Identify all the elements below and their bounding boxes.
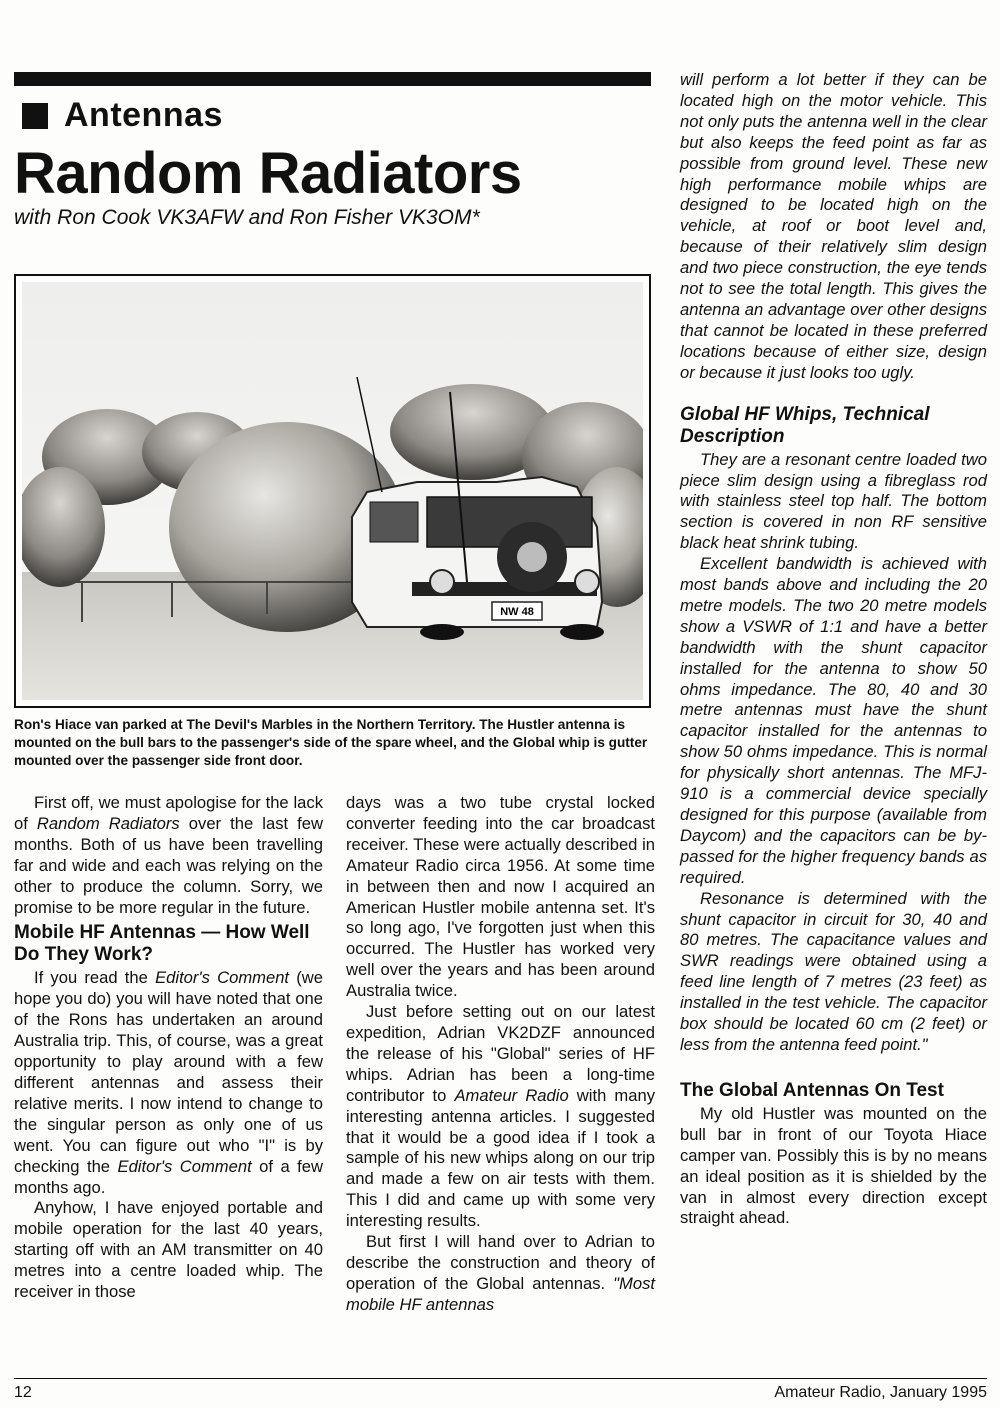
page-number: 12 <box>14 1384 32 1401</box>
paragraph <box>346 1002 655 1232</box>
paragraph: Resonance is determined with the shunt capacitor in circuit for 30, 40 and 80 metres. The capacitance values and SWR readings were obtained using a feed line length of 7 metres (23 feet) as installed in the test vehicle. The capacitor box should be located 60 cm (2 feet) or less from the antenna feed point." <box>680 888 987 1054</box>
article-title: Random Radiators <box>14 141 522 206</box>
section-heading <box>22 96 223 135</box>
byline: with Ron Cook VK3AFW and Ron Fisher VK3OM* <box>14 206 480 229</box>
header-rule <box>14 72 651 86</box>
text: with many interesting antenna articles. I suggested that it would be a good idea if I took a sample of his new whips along on our trip and made a few on air tests with them. This I did and came up with some very interesting results. <box>346 1085 655 1231</box>
text-italic: Amateur Radio <box>454 1085 569 1105</box>
journal-issue: Amateur Radio, January 1995 <box>774 1384 987 1401</box>
paragraph <box>14 793 323 918</box>
text: (we hope you do) you will have noted that one of the Rons has undertaken an around Australia trip. This, of course, was a great opportunity to play around with a few different antennas and assess their relative merits. I now intend to change to the singular person as only one of us went. You can figure out who "I" is by checking the <box>14 968 323 1176</box>
paragraph: My old Hustler was mounted on the bull bar in front of our Toyota Hiace camper van. Possibly this is by no means an ideal position as it is shielded by the van in almost every direction except straight ahead. <box>680 1103 987 1228</box>
paragraph: Excellent bandwidth is achieved with most bands above and including the 20 metre models. The two 20 metre models show a VSWR of 1:1 and have a better bandwidth with the shunt capacitor installed for the antenna to show 50 ohms impedance. The 80, 40 and 30 metre antennas must have the shunt capacitor installed for the antennas to show 50 ohms impedance. This is normal for physically short antennas. The MFJ-910 is a commercial device specially designed for this purpose (available from Daycom) and the capacitors can be by-passed for the higher frequency bands as required. <box>680 554 987 887</box>
text-italic: Editor's Comment <box>155 968 290 988</box>
square-bullet-icon <box>22 103 48 129</box>
text: of a few months ago. <box>14 1156 323 1197</box>
paragraph: Anyhow, I have enjoyed portable and mobile operation for the last 40 years, starting off with an AM transmitter on 40 metres into a centre loaded whip. The receiver in those <box>14 1198 323 1302</box>
subheading-global-hf-whips: Global HF Whips, Technical Description <box>680 403 930 447</box>
text-italic: Editor's Comment <box>117 1156 252 1176</box>
column-1 <box>14 793 323 1303</box>
text: But first I will hand over to Adrian to describe the construction and theory of operation of the Global antennas. <box>346 1232 655 1293</box>
van-photo <box>22 282 643 700</box>
paragraph: They are a resonant centre loaded two piece slim design using a fibreglass rod with stainless steel top half. The bottom section is covered in non RF sensitive black heat shrink tubing. <box>680 449 987 553</box>
paragraph <box>346 1232 655 1316</box>
text-italic: "Most mobile HF antennas <box>346 1273 655 1314</box>
text: If you read the <box>34 968 156 988</box>
text: Just before setting out on our latest expedition, Adrian VK2DZF announced the release of his "Global" series of HF whips. Adrian has been a long-time contributor to <box>346 1002 655 1105</box>
photo-frame <box>14 274 651 708</box>
paragraph <box>14 968 323 1198</box>
paragraph: days was a two tube crystal locked converter feeding into the car broadcast receiver. These were actually described in Amateur Radio circa 1956. At some time in between then and now I acquired an American Hustler mobile antenna set. It's so long ago, I've forgotten just when this occurred. The Hustler has worked very well over the years and has been around Australia twice. <box>346 793 655 1001</box>
text-italic: Random Radiators <box>36 813 180 833</box>
text: First off, we must apologise for the lack of <box>14 793 323 833</box>
subheading-mobile-hf: Mobile HF Antennas — How Well Do They Work? <box>14 922 310 966</box>
footer-rule <box>14 1378 987 1379</box>
text: over the last few months. Both of us have been travelling far and wide and each was relying on the other to produce the column. Sorry, we promise to be more regular in the future. <box>14 813 324 917</box>
van-number-plate: NW 48 <box>500 606 534 618</box>
section-label: Antennas <box>64 96 223 134</box>
subheading-global-on-test: The Global Antennas On Test <box>680 1079 944 1101</box>
column-2 <box>346 793 655 1316</box>
column-3 <box>680 70 987 1229</box>
paragraph: will perform a lot better if they can be located high on the motor vehicle. This not only puts the antenna well in the clear but also keeps the feed point as far as possible from ground level. These new high performance mobile whips are designed to be located high on the vehicle, at roof or boot level and, because of their relatively slim design and two piece construction, the eye tends not to see the total length. This gives the antenna an advantage over other designs that cannot be located in these preferred locations because of either size, design or because it just looks too ugly. <box>680 70 987 382</box>
photo-caption: Ron's Hiace van parked at The Devil's Marbles in the Northern Territory. The Hustler antenna is mounted on the bull bars to the passenger's side of the spare wheel, and the Global whip is gutter mounted over the passenger side front door. <box>14 717 648 769</box>
